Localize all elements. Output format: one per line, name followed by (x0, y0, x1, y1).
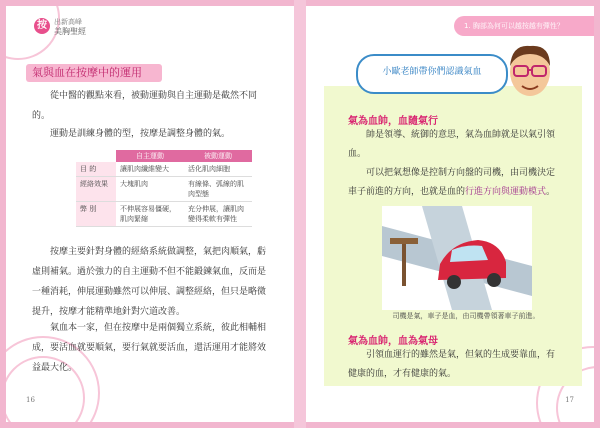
table-header-empty (76, 150, 116, 162)
teacher-avatar-icon (504, 42, 556, 100)
book-gutter (294, 0, 306, 428)
right-page (306, 6, 594, 422)
table-row (76, 177, 252, 202)
row-label: 弊 別 (76, 202, 116, 227)
paragraph-3: 按摩主要針對身體的經絡系統做調整，氣把肉順氣，虧虛則補氣。過於強力的自主運動不但不能鍛鍊氣血，反而是一種消耗，伸展運動雖然可以伸展、調整經絡，但只是略微提升，按摩才能精準地針對穴道改善。 (32, 247, 267, 317)
table-header-active: 自主運動 (116, 150, 184, 162)
table-cell: 充分伸展，讓肌肉變得柔軟有彈性 (184, 202, 252, 227)
section-title: 氣與血在按摩中的運用 (26, 64, 162, 82)
subheading-2: 氣為血帥，血為氣母 (348, 336, 438, 347)
table-row (76, 162, 252, 177)
right-paragraph-1: 帥是領導、統御的意思，氣為血帥就是以氣引領血。 (348, 130, 556, 159)
left-page (6, 6, 294, 422)
highlight-text: 行進方向與運動模式 (465, 187, 547, 197)
decorative-circle (6, 6, 60, 60)
header-title: 美胸聖經 (54, 27, 86, 36)
comparison-table (76, 150, 252, 227)
table-cell: 大塊肌肉 (116, 177, 184, 202)
paragraph-4: 氣血本一家，但在按摩中是兩個獨立系統，彼此相輔相成，要活血就要順氣，要行氣就要活血，還活運用才能將效益最大化。 (32, 323, 267, 373)
page-number: 16 (26, 396, 35, 404)
table-cell: 活化肌肉細胞 (184, 162, 252, 177)
header-subtitle: 出新高峰 (54, 18, 82, 26)
paragraph-2: 運動是訓練身體的型，按摩是調整身體的氣。 (50, 129, 231, 139)
table-cell: 不伸展容易僵硬，肌肉緊縮 (116, 202, 184, 227)
chapter-tag: 1. 胸部為何可以越按越有彈性？ (454, 16, 594, 36)
illustration-caption: 司機是氣，車子是血，由司機帶領著車子前進。 (392, 312, 540, 320)
table-row (76, 202, 252, 227)
table-header-row (76, 150, 252, 162)
table-cell: 有線條、弧線的肌肉型態 (184, 177, 252, 202)
table-header-passive: 被動運動 (184, 150, 252, 162)
book-logo: 按 (34, 18, 50, 34)
teacher-cloud-title: 小歐老師帶你們認識氣血 (356, 54, 508, 94)
table-cell: 讓肌肉纖維變大 (116, 162, 184, 177)
car-road-illustration (382, 206, 532, 310)
row-label: 目 的 (76, 162, 116, 177)
row-label: 經絡效果 (76, 177, 116, 202)
subheading-1: 氣為血帥，血隨氣行 (348, 116, 438, 127)
paragraph-1: 從中醫的觀點來看，被動運動與自主運動是截然不同的。 (32, 91, 258, 121)
page-number: 17 (565, 396, 574, 404)
text-run: 可以把氣想像是控制方向盤的司機，由司機決定車子前進的方向，也就是血的 (348, 168, 556, 197)
text-run: 。 (546, 187, 556, 197)
right-paragraph-3: 引領血運行的雖然是氣，但氣的生成要靠血，有健康的血，才有健康的氣。 (348, 350, 556, 379)
right-paragraph-2 (348, 164, 562, 202)
